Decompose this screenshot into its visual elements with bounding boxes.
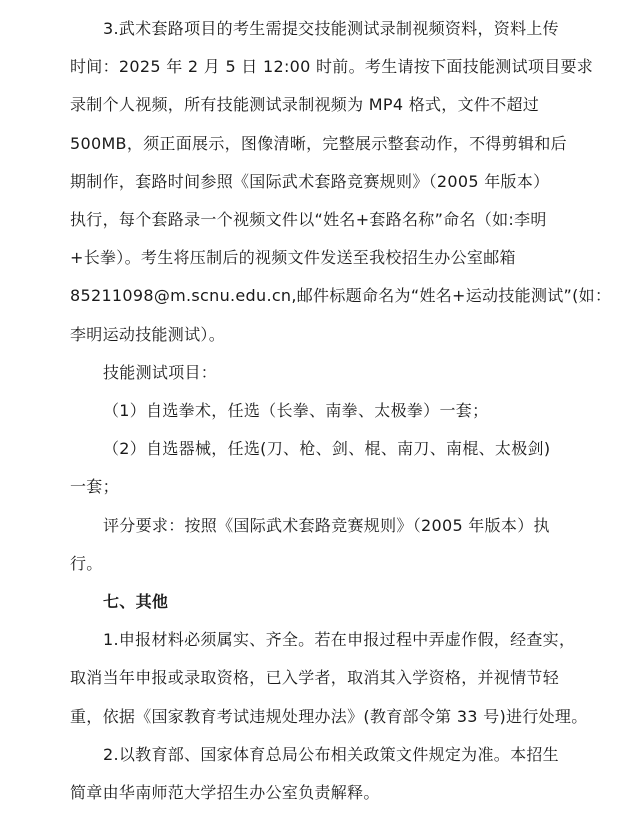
other-item-2-line-2: 简章由华南师范大学招生办公室负责解释。 [70, 783, 380, 802]
other-item-1-line-1: 1.申报材料必须属实、齐全。若在申报过程中弄虚作假，经查实， [103, 630, 576, 650]
section-heading-other: 七、其他 [103, 592, 169, 611]
other-item-1-line-2: 取消当年申报或录取资格，已入学者，取消其入学资格，并视情节轻 [70, 668, 560, 688]
paragraph-3-line-6: 执行，每个套路录一个视频文件以“姓名+套路名称”命名（如:李明 [70, 210, 547, 229]
scoring-requirement-line-1: 评分要求：按照《国际武术套路竞赛规则》（2005 年版本）执 [103, 515, 550, 535]
paragraph-3-line-5: 期制作，套路时间参照《国际武术套路竞赛规则》（2005 年版本） [70, 171, 550, 191]
other-item-1-line-3: 重，依据《国家教育考试违规处理办法》(教育部令第 33 号)进行处理。 [70, 706, 588, 726]
scoring-requirement-line-2: 行。 [70, 553, 103, 573]
paragraph-3-line-8: 85211098@m.scnu.edu.cn,邮件标题命名为“姓名+运动技能测试”(如： [70, 286, 612, 306]
item-2-line-1: （2）自选器械，任选(刀、枪、剑、棍、南刀、南棍、太极剑) [103, 439, 551, 459]
paragraph-3-line-7: +长拳）。考生将压制后的视频文件发送至我校招生办公室邮箱 [70, 248, 516, 268]
paragraph-3-line-3: 录制个人视频，所有技能测试录制视频为 MP4 格式，文件不超过 [70, 95, 540, 115]
paragraph-3-line-1: 3.武术套路项目的考生需提交技能测试录制视频资料，资料上传 [103, 19, 559, 38]
paragraph-3-line-9: 李明运动技能测试）。 [70, 324, 226, 344]
other-item-2-line-1: 2.以教育部、国家体育总局公布相关政策文件规定为准。本招生 [103, 744, 559, 764]
paragraph-3-line-2: 时间：2025 年 2 月 5 日 12:00 时前。考生请按下面技能测试项目要求 [70, 57, 594, 77]
item-2-line-2: 一套； [70, 477, 119, 497]
paragraph-3-line-4: 500MB，须正面展示，图像清晰，完整展示整套动作，不得剪辑和后 [70, 133, 567, 153]
item-1-line: （1）自选拳术，任选（长拳、南拳、太极拳）一套； [103, 401, 489, 420]
skill-test-items-label: 技能测试项目： [103, 362, 218, 382]
